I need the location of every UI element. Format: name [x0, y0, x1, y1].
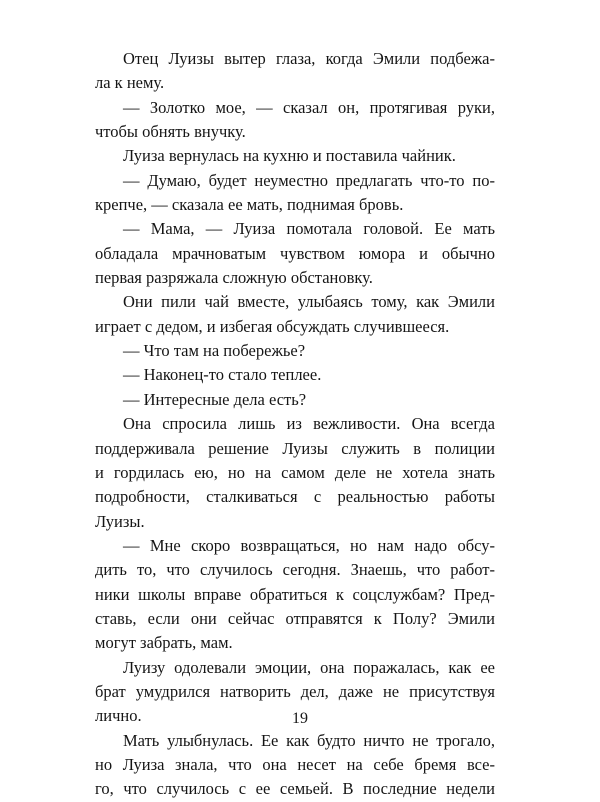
text-line: Луизы.: [95, 511, 145, 531]
text-line: Луиза вернулась на кухню и поставила чайник.: [123, 146, 456, 166]
text-line: Отец Луизы вытер глаза, когда Эмили подбежа-: [123, 49, 495, 68]
text-line: — Думаю, будет неуместно предлагать что-то по-: [123, 170, 495, 190]
text-line: ставь, если они сейчас отправятся к Полу? Эмили: [95, 608, 495, 628]
text-line: Она спросила лишь из вежливости. Она всегда: [123, 414, 495, 434]
text-line: дить то, что случилось сегодня. Знаешь, что работ-: [95, 560, 495, 580]
body-text: [95, 47, 495, 802]
text-line: Луизу одолевали эмоции, она поражалась, как ее: [123, 657, 495, 677]
text-line: первая разряжала сложную обстановку.: [95, 268, 373, 288]
text-line: — Что там на побережье?: [123, 341, 306, 361]
text-line: чтобы обнять внучку.: [95, 122, 246, 142]
text-line: Мать улыбнулась. Ее как будто ничто не трогало,: [123, 730, 495, 750]
text-line: обладала мрачноватым чувством юмора и обычно: [95, 243, 495, 263]
text-line: крепче, — сказала ее мать, поднимая бровь.: [95, 195, 404, 215]
text-line: — Наконец-то стало теплее.: [123, 365, 322, 385]
text-line: ла к нему.: [95, 73, 165, 93]
text-line: брат умудрился натворить дел, даже не присутствуя: [95, 681, 495, 701]
text-line: Они пили чай вместе, улыбаясь тому, как Эмили: [123, 292, 495, 312]
text-line: — Золотко мое, — сказал он, протягивая руки,: [123, 97, 495, 117]
text-line: и гордилась ею, но на самом деле не хотела знать: [95, 462, 495, 482]
text-line: го, что случилось с ее семьей. В последние недели: [95, 779, 495, 799]
text-line: поддерживала решение Луизы служить в полиции: [95, 438, 495, 458]
text-line: могут забрать, мам.: [95, 633, 233, 653]
text-line: играет с дедом, и избегая обсуждать случившееся.: [95, 316, 450, 336]
text-line: — Интересные дела есть?: [123, 389, 307, 409]
text-line: но Луиза знала, что она несет на себе бремя все-: [95, 754, 495, 774]
text-line: лично.: [95, 706, 142, 726]
text-line: — Мама, — Луиза помотала головой. Ее мать: [123, 219, 495, 239]
text-line: — Мне скоро возвращаться, но нам надо обсу-: [123, 535, 495, 555]
page-number: 19: [292, 710, 308, 727]
text-line: ники школы вправе обратиться к соцслужбам? Пред-: [95, 584, 495, 604]
text-line: подробности, сталкиваться с реальностью работы: [95, 487, 495, 507]
